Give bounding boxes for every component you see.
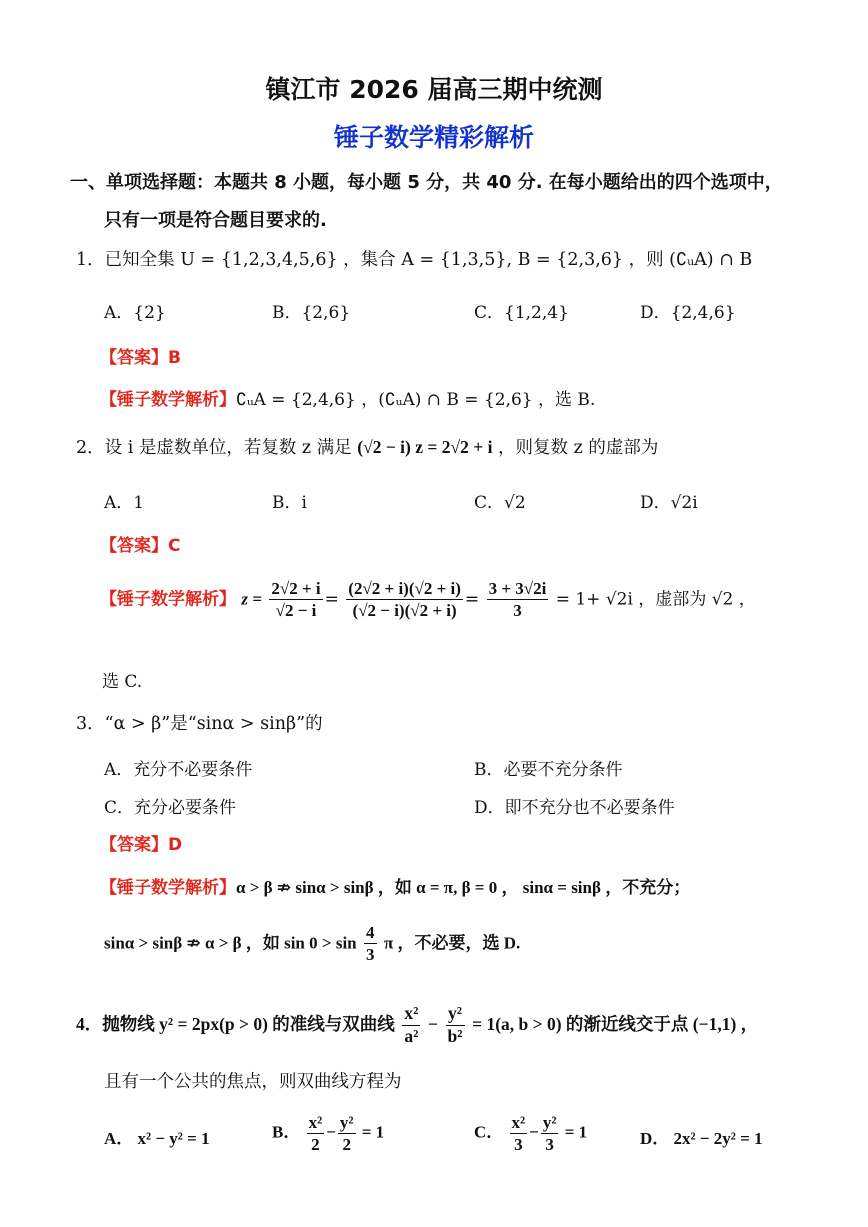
question-4-option-b: B． $\frac{\text{x²}}{2}$ − $\frac{\text{y²}}{2}$ = 1 xyxy=(272,1113,385,1155)
solution-text: ∁ᵤA = {2,4,6} ，(∁ᵤA) ∩ B = {2,6} ，选 B. xyxy=(236,390,596,410)
question-4-option-a: A． x² − y² = 1 xyxy=(104,1129,210,1148)
question-1-option-a: A．{2} xyxy=(104,303,166,323)
answer-tag: 【答案】 xyxy=(100,835,168,855)
solution-fraction-3: $\frac{3 + 3√2i}{3}$ xyxy=(488,579,547,621)
question-3-stem: 3．“α > β”是“sinα > sinβ”的 xyxy=(76,714,323,734)
question-4-option-c: C． $\frac{\text{x²}}{3}$ − $\frac{\text{y²}}{3}$ = 1 xyxy=(474,1113,588,1155)
solution-tag: 【锤子数学解析】 xyxy=(100,390,236,410)
stem-fraction-y2-b2: $\frac{\text{y²}}{\text{b²}}$ xyxy=(447,1003,463,1046)
question-2-solution: 【锤子数学解析】 z = $\frac{2√2 + i}{√2 - i}$ = $\frac{(2√2 + i)(√2 + i)}{(√2 - i)(√2 + i)}$ = $\frac{3 + 3√2i}{3}$ = 1+ √2i ，虚部为 √2 ， xyxy=(100,579,756,621)
question-3-solution-line2: sinα > sinβ ⇏ α > β ，如 sin 0 > sin $\frac{4}{3}$ π ，不必要，选 D. xyxy=(104,923,521,965)
answer-value: D xyxy=(168,835,183,855)
solution-tail: = 1+ √2i ，虚部为 √2 ， xyxy=(555,589,756,610)
page-title: 镇江市 2026 届高三期中统测 xyxy=(265,75,603,104)
stem-fraction-x2-a2: $\frac{\text{x²}}{\text{a²}}$ xyxy=(404,1003,419,1046)
question-4-stem: 4．抛物线 y² = 2px(p > 0) 的准线与双曲线 $\frac{\text{x²}}{\text{a²}}$ − $\frac{\text{y²}}{\text{b²}}$ = 1(a, b > 0) 的渐近线交于点 (−1,1) ， xyxy=(76,1003,759,1046)
question-2-option-b: B．i xyxy=(272,493,307,513)
solution-fraction-1: $\frac{2√2 + i}{√2 - i}$ xyxy=(271,579,321,621)
answer-value: C xyxy=(168,536,181,556)
question-2-option-d: D．√2i xyxy=(640,493,698,513)
question-3-answer xyxy=(100,830,182,855)
question-4-option-d: D． 2x² − 2y² = 1 xyxy=(640,1129,763,1148)
question-1-option-d: D．{2,4,6} xyxy=(640,303,736,323)
question-2-option-a: A．1 xyxy=(104,493,145,513)
question-1-answer xyxy=(100,343,181,368)
section-heading-line1: 一、单项选择题：本题共 8 小题，每小题 5 分，共 40 分. 在每小题给出的四个选项中， xyxy=(70,172,783,193)
question-1-option-c: C．{1,2,4} xyxy=(474,303,569,323)
question-3-option-d: D．即不充分也不必要条件 xyxy=(474,798,675,818)
question-4-stem-line2: 且有一个公共的焦点，则双曲线方程为 xyxy=(104,1072,402,1092)
page-subtitle: 锤子数学精彩解析 xyxy=(333,123,534,152)
question-2-answer xyxy=(100,531,180,556)
question-1-option-b: B．{2,6} xyxy=(272,303,351,323)
section-heading-line2: 只有一项是符合题目要求的. xyxy=(104,210,327,231)
question-3-option-b: B．必要不充分条件 xyxy=(474,760,623,780)
solution-line1: α > β ⇏ sinα > sinβ ，如 α = π, β = 0 ， sinα = sinβ ，不充分； xyxy=(236,878,691,897)
solution-fraction-4-3: $\frac{4}{3}$ xyxy=(366,923,375,965)
question-2-stem xyxy=(76,434,658,459)
stem-text-a: 2．设 i 是虚数单位，若复数 z 满足 xyxy=(76,438,352,458)
stem-equation: (√2 − i) z = 2√2 + i xyxy=(357,437,493,457)
question-3-solution xyxy=(100,873,690,898)
solution-fraction-2: $\frac{(2√2 + i)(√2 + i)}{(√2 - i)(√2 + i)}$ xyxy=(348,579,461,621)
question-1-stem: 1．已知全集 U = {1,2,3,4,5,6} ，集合 A = {1,3,5}, B = {2,3,6} ，则 (∁ᵤA) ∩ B xyxy=(76,250,753,270)
answer-value: B xyxy=(168,348,181,368)
question-1-solution xyxy=(100,385,595,410)
question-2-option-c: C．√2 xyxy=(474,493,526,513)
question-3-option-c: C．充分必要条件 xyxy=(104,798,237,818)
question-3-option-a: A．充分不必要条件 xyxy=(104,760,253,780)
question-2-solution-line2: 选 C. xyxy=(102,672,143,692)
solution-z: z = xyxy=(241,589,262,609)
solution-tag: 【锤子数学解析】 xyxy=(100,878,236,898)
answer-tag: 【答案】 xyxy=(100,536,168,556)
answer-tag: 【答案】 xyxy=(100,348,168,368)
solution-tag: 【锤子数学解析】 xyxy=(100,589,236,610)
stem-text-c: ，则复数 z 的虚部为 xyxy=(498,438,659,458)
